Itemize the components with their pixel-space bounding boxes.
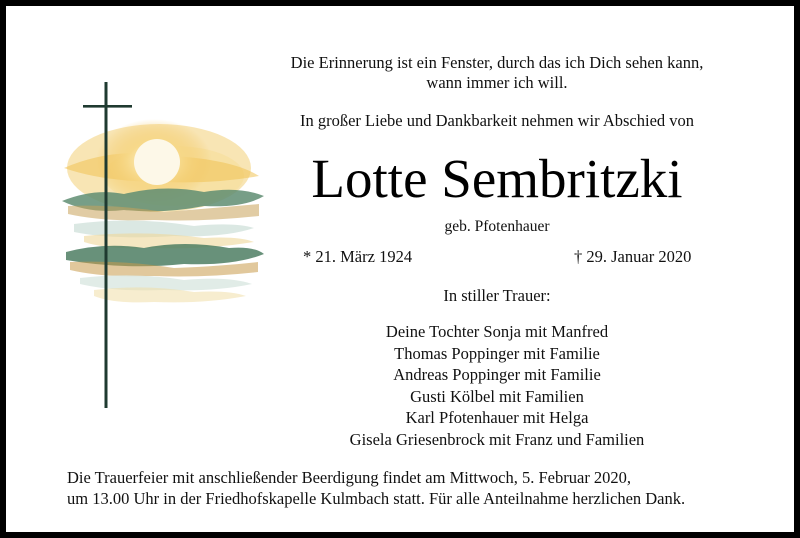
cross-sunset-artwork (54, 76, 274, 416)
maiden-name: geb. Pfotenhauer (444, 218, 550, 235)
list-item: Gisela Griesenbrock mit Franz und Familien (349, 429, 645, 449)
list-item: Andreas Poppinger mit Familie (393, 365, 601, 384)
list-item: Gusti Kölbel mit Familien (410, 386, 584, 406)
funeral-details-line-2: um 13.00 Uhr in der Friedhofskapelle Kulmbach statt. Für alle Anteilnahme herzlichen Dank. (67, 489, 686, 508)
list-item: Thomas Poppinger mit Familie (394, 343, 600, 363)
quote-line-2: wann immer ich will. (426, 73, 568, 92)
deceased-name: Lotte Sembritzki (311, 148, 683, 209)
farewell-intro: In großer Liebe und Dankbarkeit nehmen wir Abschied von (299, 111, 695, 130)
quote-line-1: Die Erinnerung ist ein Fenster, durch das ich Dich sehen kann, (290, 53, 704, 72)
death-date: † 29. Januar 2020 (574, 247, 692, 266)
memorial-quote (242, 53, 752, 93)
birth-date: * 21. März 1924 (303, 247, 413, 266)
funeral-details (67, 467, 685, 509)
sun-icon (134, 139, 180, 185)
family-list (242, 321, 752, 450)
watercolor-landscape (62, 119, 264, 302)
funeral-details-line-1: Die Trauerfeier mit anschließender Beerdigung findet am Mittwoch, 5. Februar 2020, (67, 468, 632, 487)
list-item: Deine Tochter Sonja mit Manfred (385, 322, 609, 341)
mourning-heading: In stiller Trauer: (443, 286, 551, 305)
list-item: Karl Pfotenhauer mit Helga (405, 408, 589, 427)
